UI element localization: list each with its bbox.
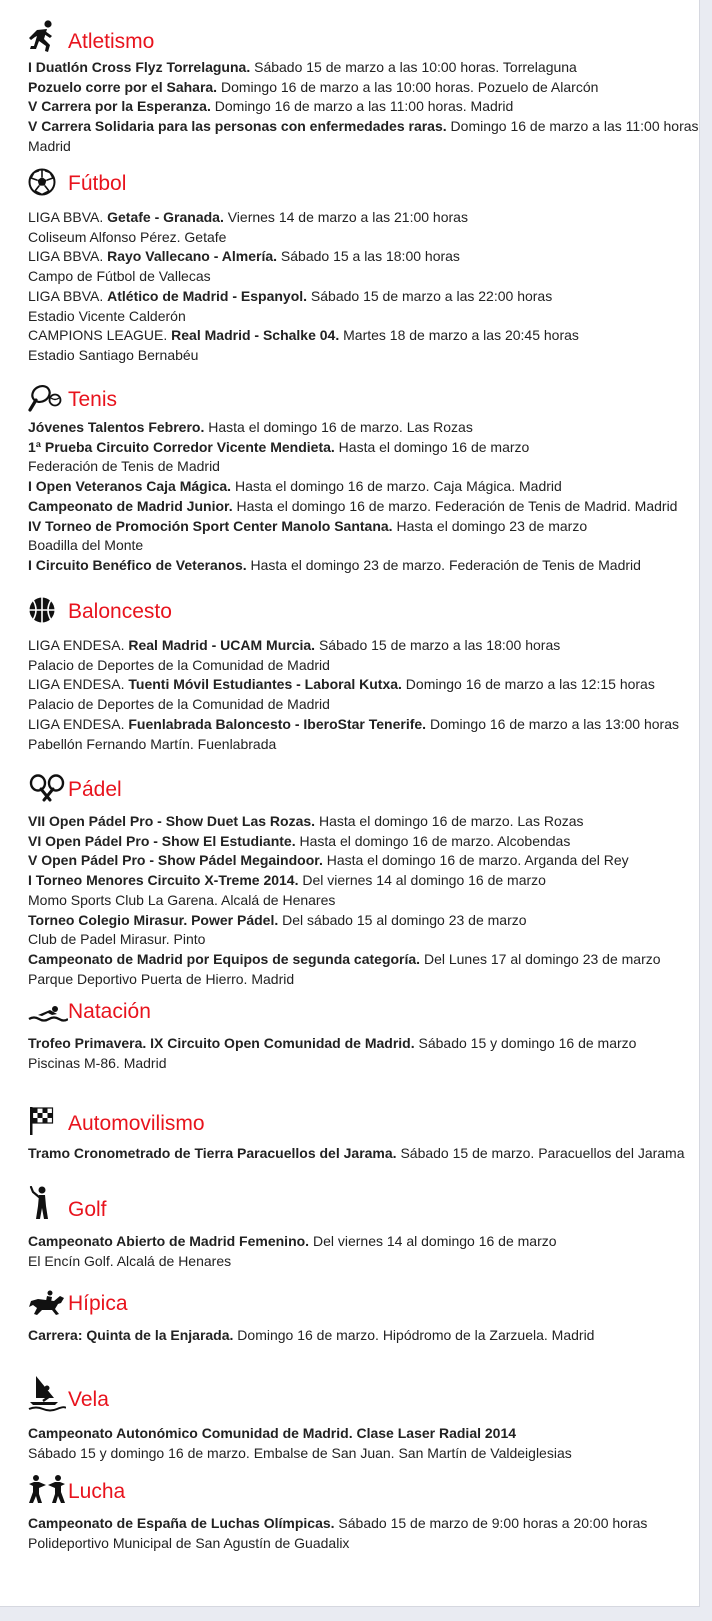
section-heading [28, 384, 700, 412]
event-details: Domingo 16 de marzo a las 12:15 horas [401, 676, 655, 693]
event-name: I Open Veteranos Caja Mágica. [28, 478, 232, 495]
section-automovilismo [28, 1106, 700, 1164]
event-name: V Carrera por la Esperanza. [28, 98, 211, 115]
event-location: Parque Deportivo Puerta de Hierro. Madrid [28, 970, 295, 987]
event-entry [28, 497, 700, 517]
event-name: Real Madrid - Schalke 04. [171, 327, 340, 344]
event-details: Domingo 16 de marzo. Hipódromo de la Zarzuela. Madrid [233, 1327, 595, 1343]
event-details: Hasta el domingo 16 de marzo. Las Rozas [315, 813, 584, 829]
section-heading [28, 596, 700, 624]
soccer-ball-icon [28, 168, 68, 196]
event-name: Atlético de Madrid - Espanyol. [107, 287, 308, 304]
event-name: Carrera: Quinta de la Enjarada. [28, 1327, 234, 1343]
event-location: Piscinas M-86. Madrid [28, 1054, 167, 1071]
section-title: Fútbol [68, 172, 127, 195]
checkered-flag-icon [28, 1106, 68, 1136]
event-details: Del sábado 15 al domingo 23 de marzo [278, 911, 527, 928]
event-details: Domingo 16 de marzo a las 13:00 horas [426, 715, 680, 732]
event-entry [28, 556, 700, 576]
event-location: Estadio Santiago Bernabéu [28, 346, 199, 363]
section-heading [28, 1000, 700, 1024]
section-title: Atletismo [68, 30, 155, 53]
basketball-icon [28, 596, 68, 624]
event-name: Campeonato de Madrid por Equipos de segunda categoría. [28, 950, 421, 967]
event-entry [28, 950, 700, 970]
section-lucha [28, 1474, 700, 1553]
event-location: Palacio de Deportes de la Comunidad de Madrid [28, 656, 330, 673]
event-name: Jóvenes Talentos Febrero. [28, 419, 205, 435]
event-entry [28, 1424, 700, 1444]
event-location: Club de Padel Mirasur. Pinto [28, 931, 206, 948]
event-details: Sábado 15 y domingo 16 de marzo [414, 1035, 637, 1051]
event-details: Domingo 16 de marzo a las 11:00 horas [446, 118, 699, 135]
event-location: Federación de Tenis de Madrid [28, 458, 220, 475]
event-entry [28, 1232, 700, 1252]
event-location: Polideportivo Municipal de San Agustín de Guadalix [28, 1534, 350, 1551]
event-location: Coliseum Alfonso Pérez. Getafe [28, 228, 227, 245]
event-details: Martes 18 de marzo a las 20:45 horas [339, 327, 579, 344]
event-details: Hasta el domingo 23 de marzo. Federación de Tenis de Madrid [246, 556, 641, 573]
event-entry [28, 1034, 700, 1054]
event-details: Sábado 15 de marzo. Paracuellos del Jarama [396, 1145, 685, 1161]
event-entry [28, 287, 700, 307]
event-entry [28, 636, 700, 656]
section-baloncesto [28, 596, 700, 754]
event-entry [28, 1514, 700, 1534]
event-entry [28, 715, 700, 735]
event-competition: CAMPIONS LEAGUE. [28, 327, 172, 344]
event-details: Sábado 15 de marzo a las 18:00 horas [315, 637, 561, 653]
event-location: Momo Sports Club La Garena. Alcalá de Henares [28, 891, 336, 908]
event-entry [28, 117, 700, 137]
event-name: Getafe - Granada. [107, 209, 224, 225]
event-details: Hasta el domingo 16 de marzo. Las Rozas [204, 419, 473, 435]
section-futbol [28, 168, 700, 366]
event-details: Domingo 16 de marzo a las 10:00 horas. Pozuelo de Alarcón [217, 78, 599, 95]
swimmer-icon [28, 1004, 68, 1024]
event-details: Del viernes 14 al domingo 16 de marzo [298, 872, 546, 889]
event-entry [28, 851, 700, 871]
event-entry [28, 832, 700, 852]
event-name: Torneo Colegio Mirasur. Power Pádel. [28, 911, 279, 928]
event-competition: LIGA BBVA. [28, 248, 108, 265]
horse-rider-icon [28, 1290, 68, 1316]
event-name: Campeonato de España de Luchas Olímpicas. [28, 1515, 335, 1531]
event-details: Sábado 15 de marzo a las 10:00 horas. Torrelaguna [250, 59, 577, 75]
golfer-icon [28, 1186, 68, 1222]
event-competition: LIGA ENDESA. [28, 715, 129, 732]
section-title: Natación [68, 1000, 151, 1023]
runner-icon [28, 20, 68, 54]
event-name: I Circuito Benéfico de Veteranos. [28, 556, 247, 573]
event-name: VII Open Pádel Pro - Show Duet Las Rozas. [28, 813, 316, 829]
event-details: Del viernes 14 al domingo 16 de marzo [309, 1233, 557, 1249]
event-name: I Duatlón Cross Flyz Torrelaguna. [28, 59, 251, 75]
section-heading [28, 774, 700, 802]
event-details: Hasta el domingo 23 de marzo [392, 517, 588, 534]
event-name: Tramo Cronometrado de Tierra Paracuellos del Jarama. [28, 1145, 397, 1161]
event-details: Sábado 15 de marzo de 9:00 horas a 20:00 horas [334, 1515, 648, 1531]
section-title: Hípica [68, 1292, 128, 1315]
section-padel [28, 774, 700, 989]
padel-rackets-icon [28, 774, 68, 802]
event-name: V Carrera Solidaria para las personas con enfermedades raras. [28, 118, 447, 135]
event-location: Palacio de Deportes de la Comunidad de Madrid [28, 696, 330, 713]
event-entry [28, 58, 700, 78]
section-title: Automovilismo [68, 1112, 205, 1135]
event-entry [28, 911, 700, 931]
wrestlers-icon [28, 1474, 68, 1504]
event-entry [28, 477, 700, 497]
tennis-racket-icon [28, 384, 68, 412]
event-details: Viernes 14 de marzo a las 21:00 horas [223, 209, 468, 225]
event-entry [28, 78, 700, 98]
section-title: Baloncesto [68, 600, 172, 623]
event-details: Sábado 15 de marzo a las 22:00 horas [307, 287, 553, 304]
event-details: Domingo 16 de marzo a las 11:00 horas. Madrid [210, 98, 514, 115]
event-name: Trofeo Primavera. IX Circuito Open Comunidad de Madrid. [28, 1035, 415, 1051]
section-title: Pádel [68, 778, 122, 801]
event-name: Campeonato Autonómico Comunidad de Madrid. Clase Laser Radial 2014 [28, 1425, 517, 1441]
event-competition: LIGA BBVA. [28, 209, 108, 225]
event-details: Del Lunes 17 al domingo 23 de marzo [420, 950, 661, 967]
event-name: 1ª Prueba Circuito Corredor Vicente Mendieta. [28, 438, 335, 455]
event-entry [28, 675, 700, 695]
event-name: Real Madrid - UCAM Murcia. [128, 637, 316, 653]
event-name: V Open Pádel Pro - Show Pádel Megaindoor. [28, 852, 323, 869]
event-name: Campeonato Abierto de Madrid Femenino. [28, 1233, 310, 1249]
event-location: El Encín Golf. Alcalá de Henares [28, 1252, 232, 1269]
event-entry [28, 418, 700, 438]
event-name: Pozuelo corre por el Sahara. [28, 78, 218, 95]
section-golf [28, 1186, 700, 1271]
event-name: VI Open Pádel Pro - Show El Estudiante. [28, 832, 296, 849]
event-entry [28, 812, 700, 832]
event-entry [28, 1326, 700, 1346]
section-title: Golf [68, 1198, 107, 1221]
section-heading [28, 168, 700, 196]
event-location: Madrid [28, 137, 71, 154]
event-location: Boadilla del Monte [28, 537, 144, 554]
section-heading [28, 1186, 700, 1222]
event-entry [28, 1144, 700, 1164]
event-location: Campo de Fútbol de Vallecas [28, 268, 211, 285]
event-location: Pabellón Fernando Martín. Fuenlabrada [28, 735, 277, 752]
event-location: Estadio Vicente Calderón [28, 307, 186, 324]
event-details: Hasta el domingo 16 de marzo [334, 438, 530, 455]
section-tenis [28, 384, 700, 576]
event-entry [28, 326, 700, 346]
event-details: Sábado 15 a las 18:00 horas [277, 248, 460, 265]
event-entry [28, 247, 700, 267]
event-name: Tuenti Móvil Estudiantes - Laboral Kutxa. [128, 676, 402, 693]
event-entry [28, 871, 700, 891]
section-heading [28, 1106, 700, 1136]
event-details: Hasta el domingo 16 de marzo. Federación de Tenis de Madrid. Madrid [232, 497, 678, 514]
event-location: Sábado 15 y domingo 16 de marzo. Embalse de San Juan. San Martín de Valdeiglesias [28, 1444, 572, 1461]
event-competition: LIGA ENDESA. [28, 676, 129, 693]
event-entry [28, 438, 700, 458]
windsurf-icon [28, 1374, 68, 1412]
event-details: Hasta el domingo 16 de marzo. Alcobendas [295, 832, 571, 849]
event-name: I Torneo Menores Circuito X-Treme 2014. [28, 872, 299, 889]
event-name: IV Torneo de Promoción Sport Center Manolo Santana. [28, 517, 393, 534]
event-name: Fuenlabrada Baloncesto - IberoStar Tenerife. [128, 715, 427, 732]
section-heading [28, 1474, 700, 1504]
event-entry [28, 517, 700, 537]
event-details: Hasta el domingo 16 de marzo. Arganda del Rey [322, 852, 629, 869]
event-competition: LIGA BBVA. [28, 287, 108, 304]
section-heading [28, 1290, 700, 1316]
event-competition: LIGA ENDESA. [28, 637, 129, 653]
event-name: Campeonato de Madrid Junior. [28, 497, 233, 514]
section-heading [28, 1374, 700, 1412]
event-name: Rayo Vallecano - Almería. [107, 248, 278, 265]
event-details: Hasta el domingo 16 de marzo. Caja Mágica. Madrid [231, 478, 562, 495]
section-vela [28, 1374, 700, 1463]
section-title: Lucha [68, 1480, 126, 1503]
event-entry [28, 208, 700, 228]
section-title: Vela [68, 1388, 109, 1411]
section-natacion [28, 1000, 700, 1073]
event-entry [28, 97, 700, 117]
section-title: Tenis [68, 388, 118, 411]
section-hipica [28, 1290, 700, 1346]
section-atletismo [28, 20, 700, 157]
section-heading [28, 20, 700, 54]
